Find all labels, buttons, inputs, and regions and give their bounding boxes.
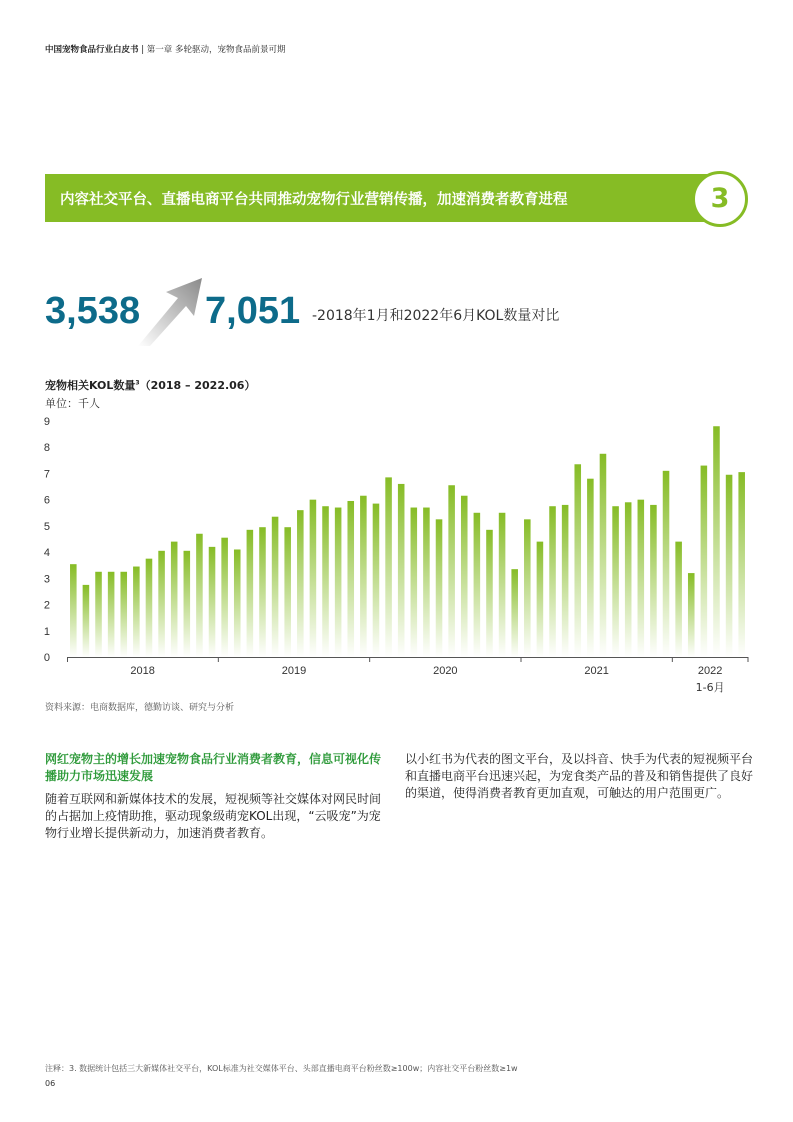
bar-2019-12 (360, 496, 367, 657)
bar-2019-07 (297, 510, 304, 657)
chart-title (45, 377, 255, 393)
footnote: 注释：3. 数据统计包括三大新媒体社交平台，KOL标准为社交媒体平台、头部直播电商平台粉丝数≥100w；内容社交平台粉丝数≥1w (45, 1064, 518, 1073)
bar-2019-04 (259, 527, 266, 657)
bar-2022-05 (726, 475, 733, 657)
paragraph-left: 随着互联网和新媒体技术的发展，短视频等社交媒体对网民时间的占据加上疫情助推，驱动现象级萌宠KOL出现，“云吸宠”为宠物行业增长提供新动力，加速消费者教育。 (45, 792, 382, 840)
bar-2020-09 (474, 513, 481, 657)
chart-title-main: 宠物相关KOL数量 (45, 379, 136, 392)
bar-2020-02 (385, 477, 392, 657)
y-tick-label: 4 (43, 547, 50, 560)
bar-2021-03 (549, 506, 556, 657)
bar-2022-03 (701, 466, 708, 657)
y-tick-label: 6 (43, 494, 50, 507)
bar-2021-08 (612, 506, 619, 657)
bar-2020-05 (423, 508, 430, 657)
bar-2020-01 (373, 504, 380, 657)
bar-2019-06 (284, 527, 291, 657)
bar-2020-06 (436, 519, 443, 657)
data-source: 资料来源：电商数据库，德勤访谈、研究与分析 (45, 703, 235, 713)
y-tick-label: 7 (43, 468, 50, 481)
bar-2021-12 (663, 471, 670, 657)
bar-2022-06 (738, 472, 745, 657)
bar-2021-06 (587, 479, 594, 657)
bar-2018-01 (70, 564, 77, 657)
bar-2018-07 (146, 559, 153, 657)
bar-2018-10 (184, 551, 191, 657)
y-tick-label: 2 (43, 599, 50, 612)
bar-2019-01 (221, 538, 228, 657)
y-tick-label: 9 (43, 416, 50, 428)
x-tick-sublabel: 1-6月 (695, 681, 725, 694)
paragraph-right: 以小红书为代表的图文平台，及以抖音、快手为代表的短视频平台和直播电商平台迅速兴起，为宠食类产品的普及和销售提供了良好的渠道，使得消费者教育更加直观，可触达的用户范围更广。 (405, 752, 754, 800)
bar-2018-02 (83, 585, 90, 657)
bar-2019-02 (234, 549, 241, 657)
section-number-badge: 3 (692, 171, 748, 227)
y-tick-label: 8 (43, 442, 50, 455)
bar-2019-03 (247, 530, 254, 657)
kol-count-2022: 7,051 (205, 290, 301, 332)
bar-2019-09 (322, 506, 329, 657)
page-number: 06 (45, 1079, 56, 1088)
bar-2022-02 (688, 573, 695, 657)
banner-title: 内容社交平台、直播电商平台共同推动宠物行业营销传播，加速消费者教育进程 (60, 192, 568, 208)
comparison-caption: -2018年1月和2022年6月KOL数量对比 (312, 308, 560, 324)
y-tick-label: 1 (43, 625, 50, 638)
header-separator: | (138, 45, 147, 55)
bar-2021-11 (650, 505, 657, 657)
bar-2020-12 (511, 569, 518, 657)
bar-2018-03 (95, 572, 102, 657)
bar-2018-05 (120, 572, 127, 657)
bar-2021-09 (625, 502, 632, 657)
bar-2020-04 (411, 508, 418, 657)
bar-2018-12 (209, 547, 216, 657)
bar-2020-08 (461, 496, 468, 657)
footnote-ref: 3 (135, 379, 140, 387)
bar-2022-04 (713, 426, 720, 657)
bar-2018-09 (171, 542, 178, 657)
bar-2020-11 (499, 513, 506, 657)
bar-2021-10 (638, 500, 645, 657)
bar-2018-08 (158, 551, 165, 657)
bar-2018-06 (133, 567, 140, 657)
y-tick-label: 3 (43, 573, 50, 586)
bar-2019-05 (272, 517, 279, 657)
bar-2021-05 (574, 464, 581, 657)
chart-period: （2018 – 2022.06） (139, 379, 256, 392)
kol-count-2018: 3,538 (45, 290, 141, 332)
y-tick-label: 5 (43, 520, 50, 533)
kol-bar-chart (30, 410, 760, 700)
bar-2020-03 (398, 484, 405, 657)
x-tick-label-2021: 2021 (584, 665, 609, 677)
bar-2021-04 (562, 505, 569, 657)
growth-arrow-icon (136, 276, 206, 348)
bar-2022-01 (675, 542, 682, 657)
bar-2020-10 (486, 530, 493, 657)
section-heading: 网红宠物主的增长加速宠物食品行业消费者教育，信息可视化传播助力市场迅速发展 (45, 752, 382, 783)
bar-2019-08 (310, 500, 317, 657)
bar-2021-02 (537, 542, 544, 657)
running-header (45, 43, 286, 55)
x-tick-label-2019: 2019 (281, 665, 307, 677)
bar-2021-07 (600, 454, 607, 657)
report-title: 中国宠物食品行业白皮书 (45, 45, 139, 55)
x-tick-label-2018: 2018 (130, 665, 155, 677)
chart-unit: 单位：千人 (45, 397, 100, 410)
bar-2019-11 (347, 501, 354, 657)
bar-2020-07 (448, 485, 455, 657)
y-tick-label: 0 (43, 652, 50, 664)
bar-2018-11 (196, 534, 203, 657)
x-tick-label-2020: 2020 (433, 665, 458, 677)
bar-2018-04 (108, 572, 115, 657)
chapter-title: 第一章 多轮驱动，宠物食品前景可期 (146, 45, 286, 55)
x-tick-label-2022: 2022 (697, 665, 723, 677)
bar-2021-01 (524, 519, 531, 657)
bar-2019-10 (335, 508, 342, 657)
